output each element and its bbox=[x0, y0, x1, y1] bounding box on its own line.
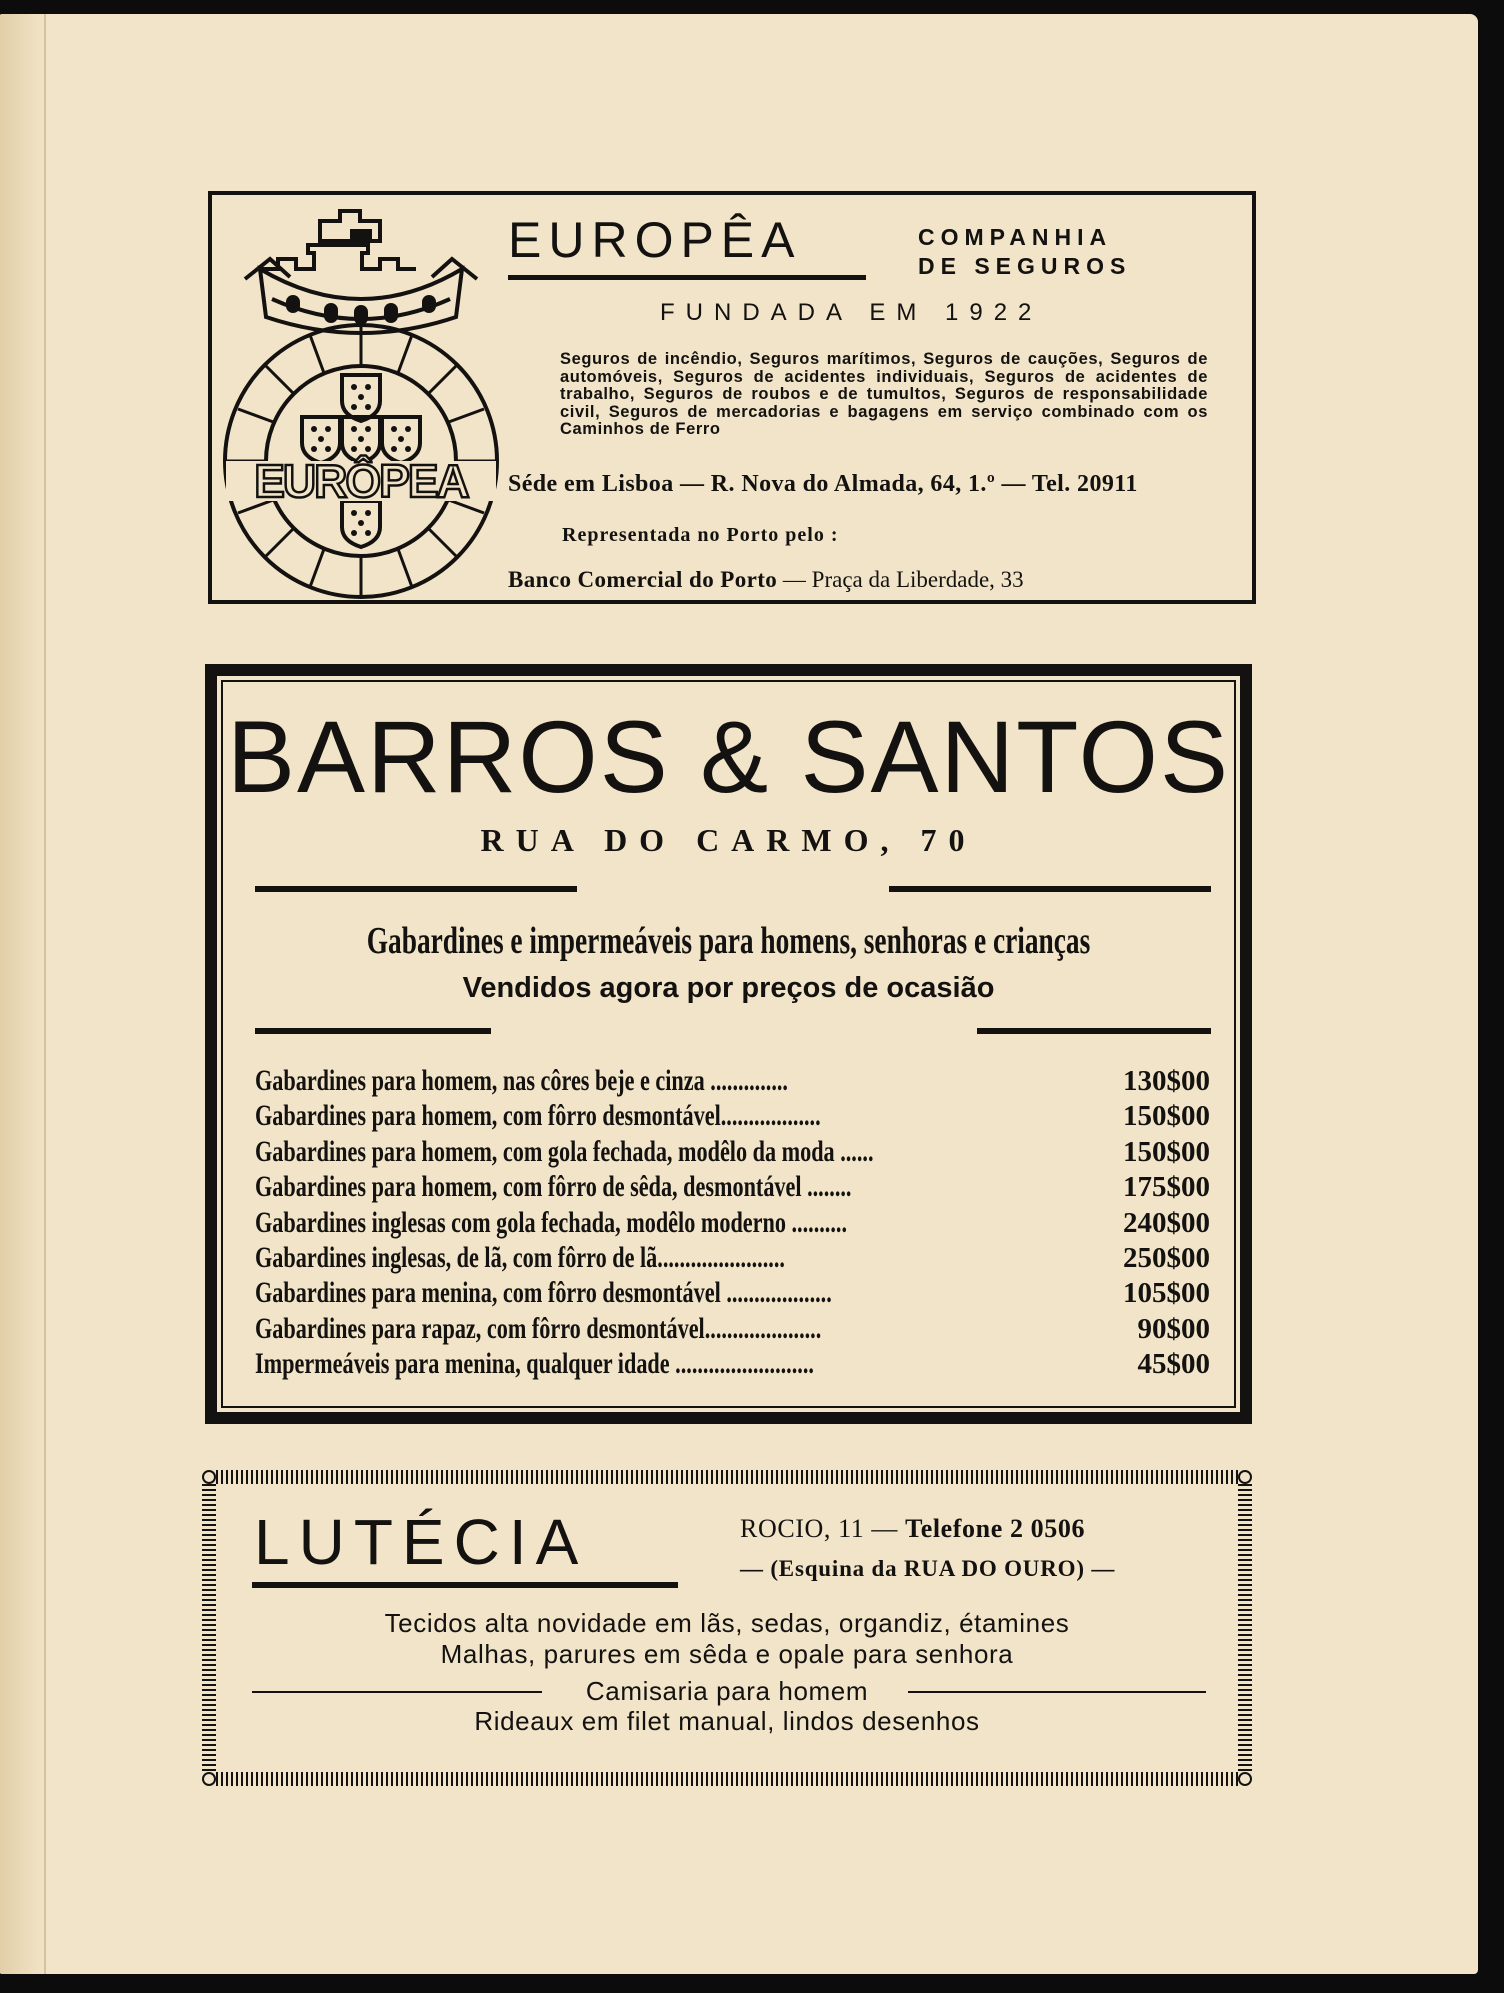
barros-tagline: Gabardines e impermeáveis para homens, senhoras e crianças bbox=[366, 920, 1091, 962]
price-list-row bbox=[255, 1312, 1210, 1347]
border-corner-ornament bbox=[1238, 1772, 1252, 1786]
europea-services: Seguros de incêndio, Seguros marítimos, Seguros de cauções, Seguros de automóveis, Seguros de acidentes individuais, Seguros de acidentes de trabalho, Seguros de roubos e de tumultos, Seguros de responsabilidade civil, Seguros de mercadorias e bagagens em serviço combinado com os Caminhos de Ferro bbox=[560, 350, 1208, 438]
europea-company-label-2: DE SEGUROS bbox=[918, 253, 1132, 279]
item-description: Impermeáveis para menina, qualquer idade ......................... bbox=[255, 1347, 814, 1381]
item-description: Gabardines para menina, com fôrro desmontável ................... bbox=[255, 1276, 832, 1310]
item-description: Gabardines para rapaz, com fôrro desmontável..................... bbox=[255, 1311, 822, 1345]
page-spine bbox=[0, 14, 46, 1974]
europea-bank-name: Banco Comercial do Porto bbox=[508, 567, 778, 592]
price-list-row bbox=[255, 1241, 1210, 1276]
price-list-row bbox=[255, 1276, 1210, 1311]
item-price: 150$00 bbox=[1123, 1135, 1210, 1168]
europea-name-underline bbox=[508, 275, 866, 280]
lutecia-line-2: Malhas, parures em sêda e opale para senhora bbox=[440, 1639, 1014, 1669]
lutecia-description bbox=[202, 1608, 1252, 1670]
item-description: Gabardines inglesas com gola fechada, modêlo moderno .......... bbox=[255, 1205, 847, 1239]
price-list-row bbox=[255, 1099, 1210, 1134]
lutecia-advertisement bbox=[202, 1470, 1252, 1786]
price-list-row bbox=[255, 1170, 1210, 1205]
europea-headquarters: Séde em Lisboa — R. Nova do Almada, 64, 1.º — Tel. 20911 bbox=[508, 471, 1138, 497]
spine-fold bbox=[44, 14, 46, 1974]
europea-represented-by: Representada no Porto pelo : bbox=[562, 524, 839, 546]
border-corner-ornament bbox=[202, 1470, 216, 1484]
magazine-page bbox=[0, 14, 1478, 1974]
item-description: Gabardines para homem, com gola fechada, modêlo da moda ...... bbox=[255, 1134, 874, 1168]
price-list-row bbox=[255, 1135, 1210, 1170]
lutecia-address bbox=[740, 1514, 1085, 1544]
lutecia-street: ROCIO, 11 — bbox=[740, 1514, 906, 1543]
decorative-border-top bbox=[216, 1470, 1238, 1484]
divider-rule bbox=[255, 886, 577, 892]
barros-address: RUA DO CARMO, 70 bbox=[480, 822, 977, 858]
lutecia-corner-note: — (Esquina da RUA DO OURO) — bbox=[740, 1556, 1116, 1581]
decorative-border-bottom bbox=[216, 1772, 1238, 1786]
europea-company-label: COMPANHIA bbox=[918, 224, 1113, 250]
price-list-row bbox=[255, 1064, 1210, 1099]
svg-text:EURÔPEA: EURÔPEA bbox=[254, 455, 468, 507]
barros-santos-advertisement bbox=[205, 664, 1252, 1424]
europea-name: EUROPÊA bbox=[508, 212, 802, 268]
price-list-row bbox=[255, 1206, 1210, 1241]
lutecia-name-underline bbox=[252, 1582, 678, 1588]
europea-bank-address: — Praça da Liberdade, 33 bbox=[777, 567, 1024, 592]
europea-founded: FUNDADA EM 1922 bbox=[660, 299, 1043, 326]
europea-crest-logo bbox=[220, 199, 502, 599]
lutecia-line-4: Rideaux em filet manual, lindos desenhos bbox=[474, 1706, 980, 1736]
europea-advertisement bbox=[208, 191, 1256, 604]
divider-rule bbox=[255, 1028, 491, 1034]
item-price: 240$00 bbox=[1123, 1206, 1210, 1239]
item-price: 45$00 bbox=[1137, 1348, 1210, 1381]
border-corner-ornament bbox=[202, 1772, 216, 1786]
border-corner-ornament bbox=[1238, 1470, 1252, 1484]
item-price: 130$00 bbox=[1123, 1065, 1210, 1097]
item-description: Gabardines para homem, nas côres beje e cinza .............. bbox=[255, 1064, 788, 1097]
item-description: Gabardines para homem, com fôrro de sêda, desmontável ........ bbox=[255, 1170, 852, 1204]
item-price: 150$00 bbox=[1123, 1100, 1210, 1133]
lutecia-line-3: Camisaria para homem bbox=[585, 1676, 869, 1706]
item-price: 175$00 bbox=[1123, 1171, 1210, 1204]
item-description: Gabardines para homem, com fôrro desmontável.................. bbox=[255, 1099, 821, 1133]
lutecia-line-1: Tecidos alta novidade em lãs, sedas, organdiz, étamines bbox=[384, 1608, 1070, 1638]
europea-bank bbox=[508, 567, 1024, 593]
barros-title: BARROS & SANTOS bbox=[226, 700, 1231, 814]
item-price: 90$00 bbox=[1137, 1312, 1210, 1345]
item-description: Gabardines inglesas, de lã, com fôrro de lã....................... bbox=[255, 1240, 785, 1274]
lutecia-phone: Telefone 2 0506 bbox=[905, 1514, 1086, 1543]
item-price: 105$00 bbox=[1123, 1277, 1210, 1310]
price-list bbox=[255, 1064, 1210, 1383]
price-list-row bbox=[255, 1347, 1210, 1382]
lutecia-name: LUTÉCIA bbox=[254, 1506, 588, 1578]
barros-subtitle: Vendidos agora por preços de ocasião bbox=[462, 972, 995, 1004]
divider-rule bbox=[889, 886, 1211, 892]
item-price: 250$00 bbox=[1123, 1241, 1210, 1274]
divider-rule bbox=[977, 1028, 1211, 1034]
